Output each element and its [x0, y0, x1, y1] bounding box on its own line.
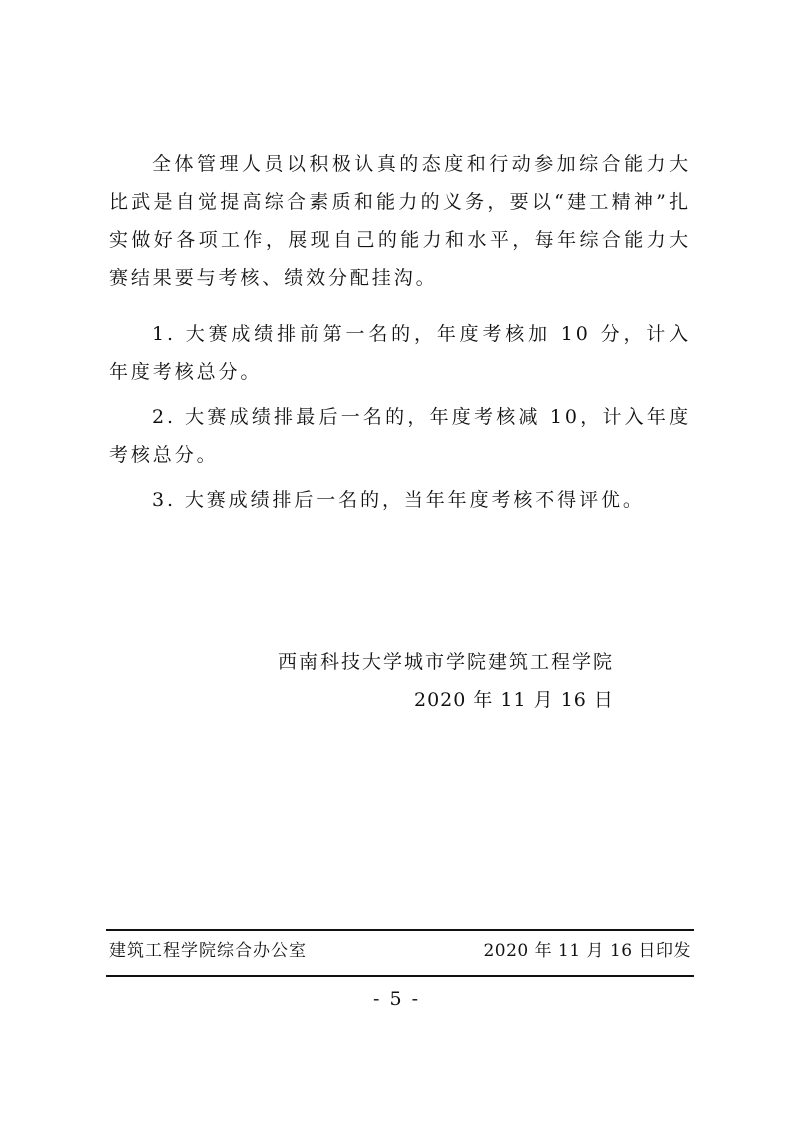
- footer-top-rule: [106, 929, 694, 931]
- list-item-1: [109, 315, 691, 391]
- paragraph-text: 全体管理人员以积极认真的态度和行动参加综合能力大比武是自觉提高综合素质和能力的义务，要以“建工精神”扎实做好各项工作，展现自己的能力和水平，每年综合能力大赛结果要与考核、绩效分配挂沟。: [109, 153, 691, 289]
- list-item-2: [109, 398, 691, 474]
- list-item-text: 1. 大赛成绩排前第一名的，年度考核加 10 分，计入年度考核总分。: [109, 323, 691, 383]
- list-item-text: 3. 大赛成绩排后一名的，当年年度考核不得评优。: [152, 489, 645, 511]
- footer-bottom-rule: [106, 975, 694, 977]
- list-item-3: [109, 481, 691, 519]
- signature-date: 2020 年 11 月 16 日: [414, 689, 614, 711]
- list-item-text: 2. 大赛成绩排最后一名的，年度考核减 10，计入年度考核总分。: [109, 406, 691, 466]
- signature-organization: 西南科技大学城市学院建筑工程学院: [278, 651, 615, 673]
- page-number: - 5 -: [372, 988, 420, 1010]
- footer-issuer: 建筑工程学院综合办公室: [109, 941, 307, 961]
- footer-print-date: 2020 年 11 月 16 日印发: [483, 941, 691, 961]
- body-paragraph-intro: [109, 145, 691, 297]
